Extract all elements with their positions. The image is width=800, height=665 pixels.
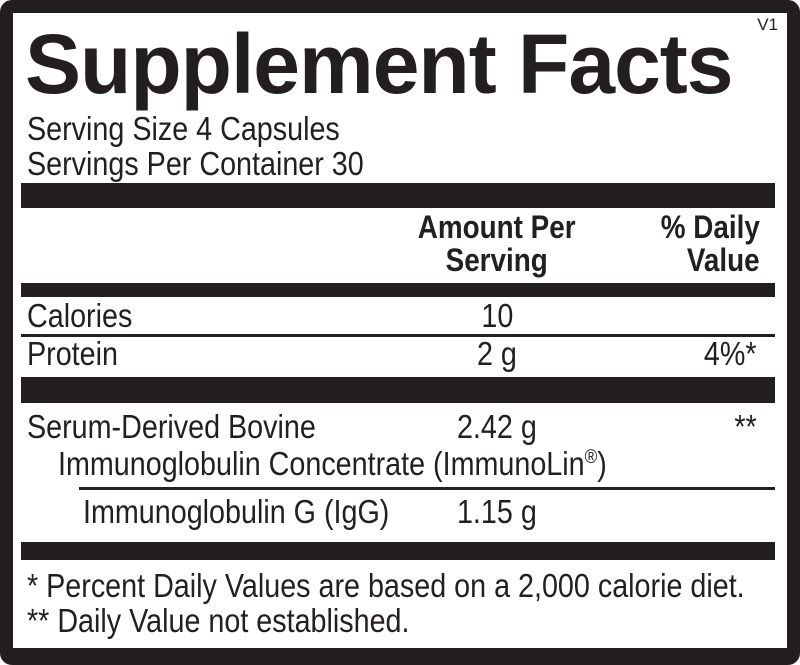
row-calories-amount: 10	[481, 297, 513, 334]
thin-divider-sub-ingredient	[79, 487, 775, 490]
registered-trademark-symbol: ®	[584, 446, 598, 468]
row-protein-daily-value: 4%*	[704, 335, 757, 372]
serving-size: Serving Size 4 Capsules	[27, 110, 340, 147]
row-sub-ingredient-name: Immunoglobulin G (IgG)	[83, 493, 390, 530]
row-protein-name: Protein	[27, 335, 118, 372]
version-code: V1	[757, 15, 778, 34]
thick-divider-top	[21, 183, 775, 208]
label-title: Supplement Facts	[25, 17, 733, 111]
thick-divider-header	[21, 283, 775, 297]
label-panel	[13, 13, 787, 648]
row-sub-ingredient-amount: 1.15 g	[457, 493, 537, 530]
thick-divider-bottom	[21, 542, 775, 560]
servings-per-container: Servings Per Container 30	[27, 145, 364, 182]
row-protein-amount: 2 g	[477, 335, 517, 372]
row-ingredient-name-line2: Immunoglobulin Concentrate (ImmunoLin®)	[58, 445, 607, 482]
column-header-percent-daily-value: % Daily Value	[660, 209, 760, 278]
row-ingredient-daily-value: **	[734, 408, 757, 445]
row-ingredient-name-line1: Serum-Derived Bovine	[27, 408, 316, 445]
row-ingredient-amount: 2.42 g	[457, 408, 537, 445]
thick-divider-macros	[21, 377, 775, 403]
footnote-percent-daily-values: * Percent Daily Values are based on a 2,000 calorie diet.	[27, 567, 745, 604]
column-header-amount-per-serving: Amount Per Serving	[418, 209, 576, 278]
row-calories-name: Calories	[27, 297, 133, 334]
footnote-daily-value-not-established: ** Daily Value not established.	[27, 602, 410, 639]
